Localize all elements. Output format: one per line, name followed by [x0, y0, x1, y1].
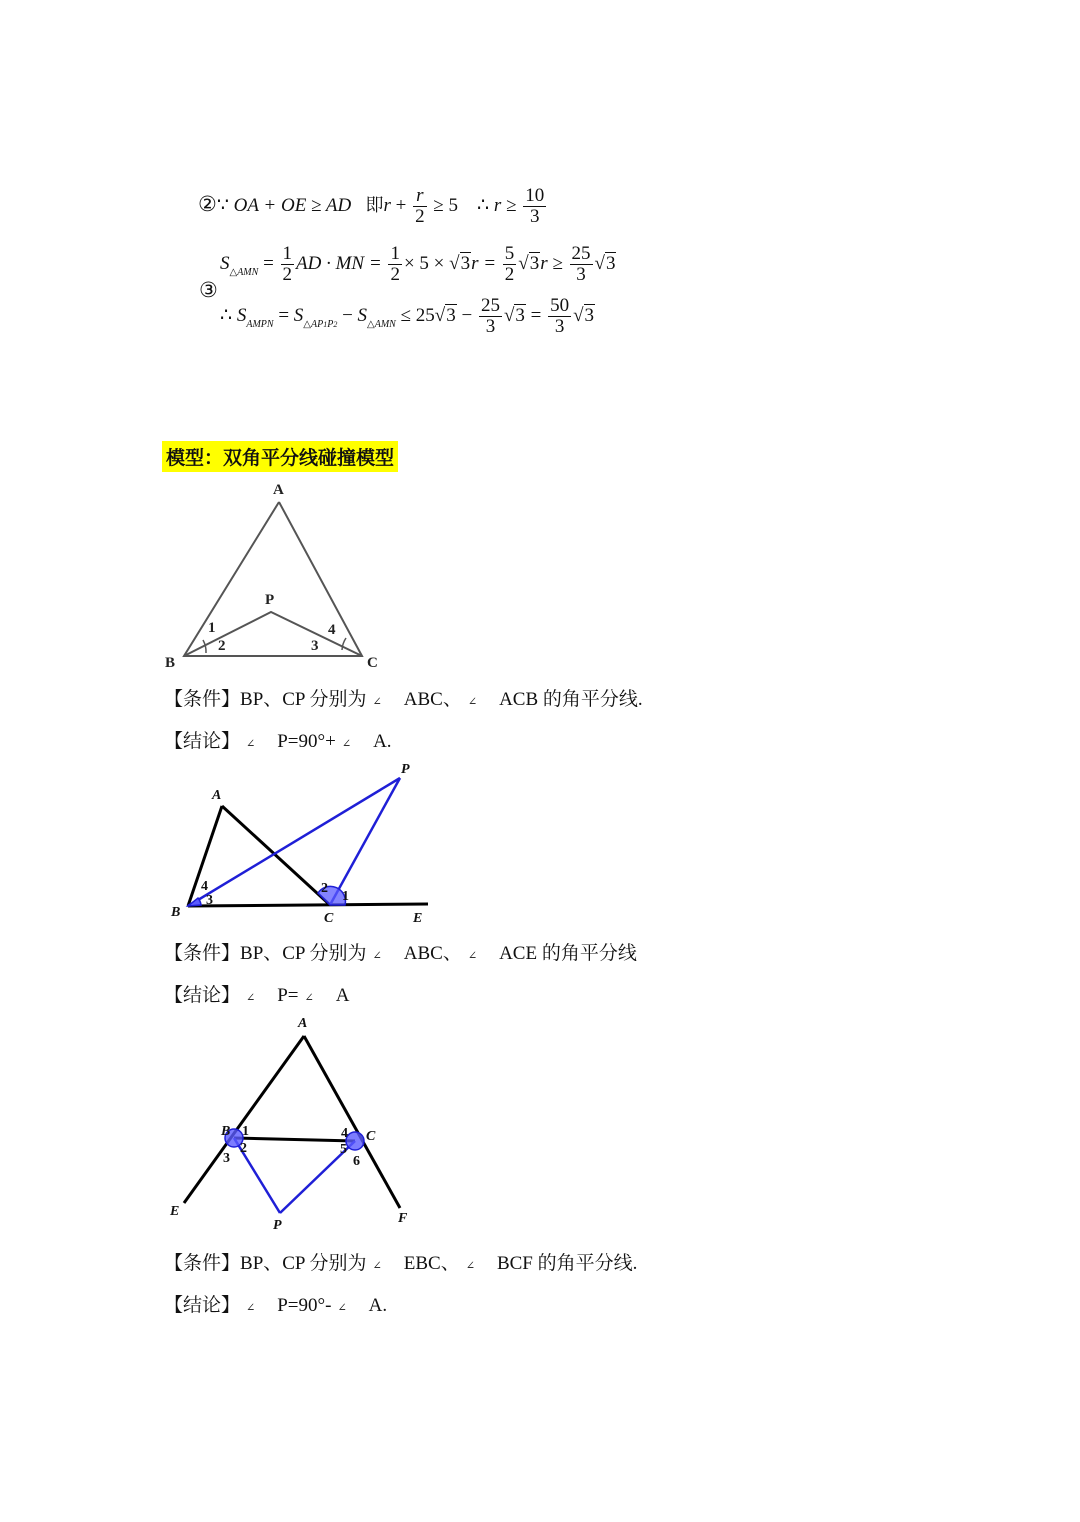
section-heading: 模型：双角平分线碰撞模型 [162, 441, 398, 472]
case3-condition: 【条件】BP、CP 分别为 ∠ EBC、 ∠ BCF 的角平分线. [164, 1252, 638, 1274]
line-ac [222, 806, 330, 905]
line-af [304, 1036, 400, 1208]
label-b: B [165, 655, 176, 671]
label-a: A [273, 482, 284, 498]
fraction-r-over-2: $\frac{r}{2}$ [415, 185, 425, 227]
case3-conclusion: 【结论】 ∠ P=90°- ∠ A. [164, 1294, 388, 1316]
label-1: 1 [242, 1124, 249, 1139]
formula-area-ampn: ∴ $S_{AMPN} = S_{\triangle AP1P2} - S_{\triangle AMN} \le 25√3$ − $\frac{25}{3}$ √3 = $\frac{50}{3}$ √3 [220, 295, 595, 337]
label-4: 4 [341, 1126, 348, 1141]
fraction-10-over-3: $\frac{10}{3}$ [525, 185, 545, 227]
case2-conclusion: 【结论】 ∠ P= ∠ A [164, 984, 350, 1006]
label-p: P [265, 592, 275, 608]
case2-condition: 【条件】BP、CP 分别为 ∠ ABC、 ∠ ACE 的角平分线 [164, 942, 637, 964]
label-2: 2 [218, 638, 226, 654]
figure-exterior-bisector-model [160, 755, 440, 930]
label-1: 1 [208, 620, 216, 636]
formula-step2: ②∵ OA + OE ≥ AD 即r + $\frac{r}{2}$ ≥ 5 ∴ r ≥ $\frac{10}{3}$ [198, 185, 545, 227]
label-1: 1 [342, 889, 349, 904]
line-ae [184, 1036, 304, 1203]
label-4: 4 [201, 879, 208, 894]
label-b: B [171, 905, 181, 920]
line-cp [330, 778, 400, 905]
angle-fill-c [346, 1132, 364, 1150]
line-be [188, 904, 428, 906]
label-f: F [398, 1211, 408, 1226]
step3-marker: ③ [199, 278, 218, 302]
case1-condition: 【条件】BP、CP 分别为 ∠ ABC、 ∠ ACB 的角平分线. [164, 688, 643, 710]
label-c: C [366, 1129, 376, 1144]
label-p: P [273, 1218, 282, 1233]
label-a: A [212, 788, 222, 803]
formula-area-amn: $S_{\triangle AMN}$ = $\frac{1}{2}$ AD · MN = $\frac{1}{2}$ × 5 × √3r = $\frac{5}{2}$ √3r ≥ $\frac{25}{3}$ √3 [220, 243, 616, 285]
label-4: 4 [328, 622, 336, 638]
label-e: E [413, 911, 423, 926]
label-p: P [401, 762, 410, 777]
step2-marker: ② [198, 191, 217, 216]
label-c: C [324, 911, 334, 926]
label-6: 6 [353, 1154, 360, 1169]
label-3: 3 [311, 638, 319, 654]
label-2: 2 [240, 1141, 247, 1156]
label-a: A [298, 1016, 308, 1031]
label-b: B [221, 1124, 231, 1139]
label-3: 3 [223, 1151, 230, 1166]
label-c: C [367, 655, 378, 671]
label-3: 3 [206, 893, 213, 908]
figure-excenter-model [160, 1010, 430, 1240]
label-2: 2 [321, 881, 328, 896]
case1-conclusion: 【结论】 ∠ P=90°+ ∠ A. [164, 730, 392, 752]
figure-incenter-model [150, 475, 400, 675]
label-5: 5 [340, 1142, 347, 1157]
line-bc [234, 1138, 355, 1141]
label-e: E [170, 1204, 180, 1219]
